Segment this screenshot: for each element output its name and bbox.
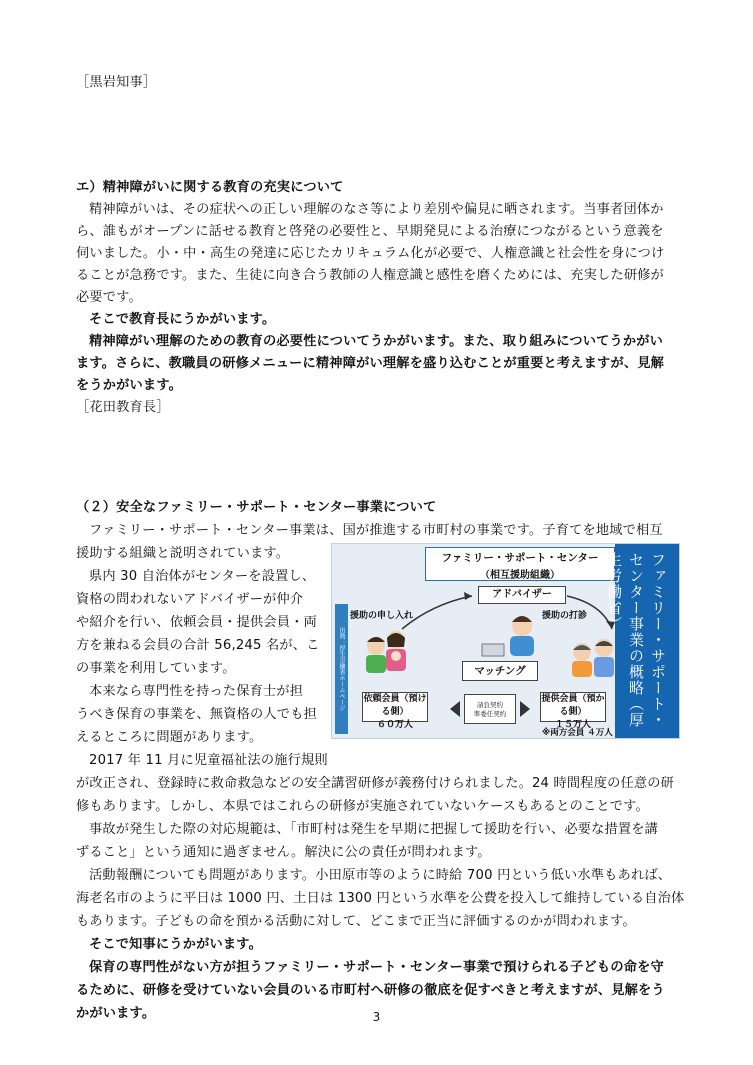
paragraph-line: 必要です。	[76, 290, 142, 305]
answerer-label-education-superintendent: ［花田教育長］	[76, 400, 170, 415]
paragraph-line: や紹介を行い、依頼会員・提供会員・両	[76, 615, 317, 630]
question-line: るために、研修を受けていない会員のいる市町村へ研修の徹底を促すべきと考えますが、見解をう	[76, 983, 665, 998]
figure-subtitle: （相互援助組織）	[480, 570, 560, 581]
contract-type-2: 準委任契約	[473, 710, 507, 718]
paragraph-line: 方を兼ねる会員の合計 56,245 名が、こ	[76, 638, 320, 653]
ask-line: そこで教育長にうかがいます。	[89, 312, 276, 327]
paragraph-line: 事故が発生した際の対応規範は、「市町村は発生を早期に把握して援助を行い、必要な措置を講	[89, 822, 659, 837]
matching-box: マッチング	[462, 661, 538, 681]
paragraph-line: 本来なら専門性を持った保育士が担	[89, 684, 304, 699]
paragraph-line: 援助する組織と説明されています。	[76, 546, 290, 561]
answerer-label-governor: ［黒岩知事］	[76, 75, 157, 90]
question-line: をうかがいます。	[76, 378, 183, 393]
contract-box	[464, 694, 516, 724]
paragraph-line: 活動報酬についても問題があります。小田原市等のように時給 700 円という低い水準もあれば、	[89, 868, 672, 883]
paragraph-line: 海老名市のように平日は 1000 円、土日は 1300 円という水準を公費を投入して維持している自治体	[76, 891, 685, 906]
paragraph-line: 精神障がいは、その症状への正しい理解のなさ等により差別や偏見に晒されます。当事者団体か	[89, 202, 664, 217]
figure-title: ファミリー・サポート・センター	[441, 552, 599, 564]
question-line: 精神障がい理解のための教育の必要性についてうかがいます。また、取り組みについてうかがい	[89, 334, 664, 349]
provider-member-box	[540, 692, 606, 730]
paragraph-line: ファミリー・サポート・センター事業は、国が推進する市町村の事業です。子育てを地域で相互	[89, 523, 663, 538]
question-line: かがいます。	[76, 1006, 156, 1021]
paragraph-line: 修もあります。しかし、本県ではこれらの研修が実施されていないケースもあるとのことです。	[76, 799, 649, 814]
advisor-box: アドバイザー	[478, 586, 566, 604]
paragraph-line: 伺いました。小・中・高生の発達に応じたカリキュラム化が必要で、人権意識と社会性を身につけ	[76, 246, 665, 261]
requester-member-label: 依頼会員（預ける側）	[363, 694, 427, 717]
request-label: 援助の申し入れ	[350, 611, 414, 621]
contract-type-1: 請負契約	[477, 701, 503, 709]
section-heading-mental-health-education: エ）精神障がいに関する教育の充実について	[76, 180, 344, 195]
paragraph-line: ずること」という通知に過ぎません。解決に公の責任が問われます。	[76, 845, 491, 860]
ask-line: そこで知事にうかがいます。	[89, 937, 262, 952]
figure-source-caption: 出典：厚生労働省ホームページ	[335, 604, 348, 734]
paragraph-line: の事業を利用しています。	[76, 661, 236, 676]
paragraph-line: ることが急務です。また、生徒に向き合う教師の人権意識と感性を磨くためには、充実した研修が	[76, 268, 664, 283]
arrange-label: 援助の打診	[542, 611, 588, 621]
family-support-diagram	[331, 543, 680, 739]
question-line: ます。さらに、教職員の研修メニューに精神障がい理解を盛り込むことが重要と考えますが、見解	[76, 356, 664, 371]
section-heading-family-support: （２）安全なファミリー・サポート・センター事業について	[76, 500, 437, 515]
paragraph-line: もあります。子どもの命を預かる活動に対して、どこまで正当に評価するのかが問われます。	[76, 914, 636, 929]
figure-header-box	[425, 547, 615, 581]
paragraph-line: 県内 30 自治体がセンターを設置し、	[89, 569, 316, 584]
both-member-note: ※両方会員 ４万人	[542, 728, 613, 738]
paragraph-line: 2017 年 11 月に児童福祉法の施行規則	[89, 753, 328, 768]
paragraph-line: えるところに問題があります。	[76, 730, 263, 745]
paragraph-line: ら、誰もがオープンに話せる教育と啓発の必要性と、早期発見による治療につながるという意義を	[76, 224, 664, 239]
paragraph-line: が改正され、登録時に救命救急などの安全講習研修が義務付けられました。24 時間程度の任意の研	[76, 776, 675, 791]
figure-side-title: ファミリー・サポート・センター事業の概略（厚生労働省）	[615, 544, 679, 739]
paragraph-line: うべき保育の事業を、無資格の人でも担	[76, 707, 317, 722]
provider-member-label: 提供会員（預かる側）	[541, 694, 605, 717]
requester-member-count: ６０万人	[376, 720, 413, 730]
paragraph-line: 資格の問われないアドバイザーが仲介	[76, 592, 304, 607]
requester-member-box	[362, 692, 428, 730]
page-number: 3	[372, 1010, 381, 1024]
question-line: 保育の専門性がない方が担うファミリー・サポート・センター事業で預けられる子どもの命を守	[89, 960, 664, 975]
provider-member-count: １５万人	[554, 720, 591, 730]
